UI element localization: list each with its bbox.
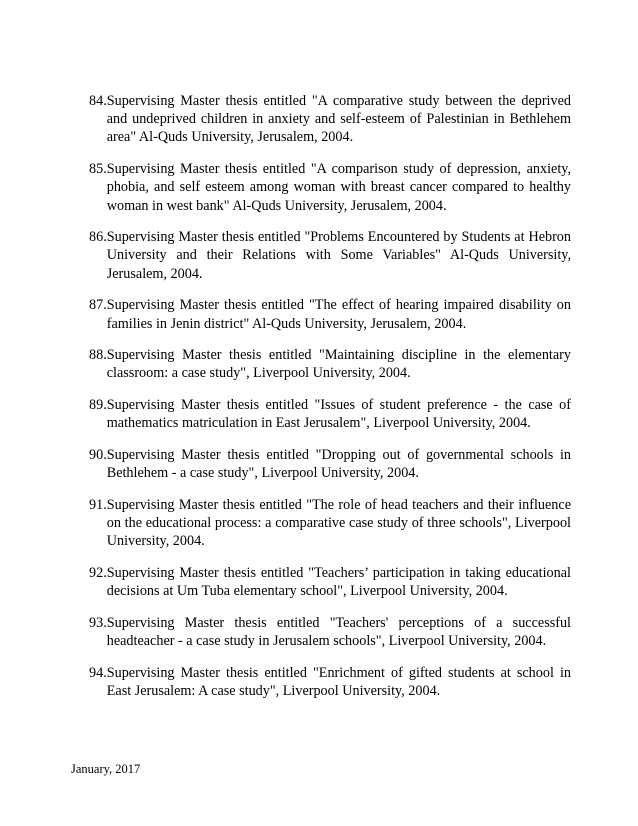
item-text: Supervising Master thesis entitled "The effect of hearing impaired disability on families in Jenin district" Al-Quds University, Jerusalem, 2004. — [106, 297, 571, 332]
list-item — [89, 446, 571, 482]
list-item — [89, 564, 571, 600]
item-number: 89. — [89, 397, 107, 414]
item-text: Supervising Master thesis entitled "A comparison study of depression, anxiety, phobia, and self esteem among woman with breast cancer compared to healthy woman in west bank" Al-Quds University, Jerusalem, 2004. — [106, 161, 571, 214]
list-item — [89, 496, 571, 551]
item-text: Supervising Master thesis entitled "Issues of student preference - the case of mathematics matriculation in East Jerusalem", Liverpool University, 2004. — [106, 397, 571, 432]
supervision-list — [89, 92, 571, 714]
list-item — [89, 228, 571, 283]
item-text: Supervising Master thesis entitled "Teachers’ participation in taking educational decisions at Um Tuba elementary school", Liverpool University, 2004. — [106, 565, 571, 600]
list-item — [89, 296, 571, 332]
item-text: Supervising Master thesis entitled "A comparative study between the deprived and undeprived children in anxiety and self-esteem of Palestinian in Bethlehem area" Al-Quds University, Jerusalem, 2004. — [106, 93, 571, 146]
item-text: Supervising Master thesis entitled "Teachers' perceptions of a successful headteacher - a case study in Jerusalem schools", Liverpool University, 2004. — [106, 614, 571, 650]
item-text: Supervising Master thesis entitled "Problems Encountered by Students at Hebron University and their Relations with Some Variables" Al-Quds University, Jerusalem, 2004. — [106, 229, 571, 282]
list-item — [89, 614, 571, 650]
list-item — [89, 346, 571, 382]
item-number: 94. — [89, 664, 107, 681]
item-text: Supervising Master thesis entitled "Enrichment of gifted students at school in East Jerusalem: A case study", Liverpool University, 2004. — [106, 664, 571, 700]
item-text: Supervising Master thesis entitled "Dropping out of governmental schools in Bethlehem - a case study", Liverpool University, 2004. — [106, 447, 571, 482]
list-item — [89, 92, 571, 147]
item-text: Supervising Master thesis entitled "Maintaining discipline in the elementary classroom: a case study", Liverpool University, 2004. — [106, 347, 571, 382]
list-item — [89, 160, 571, 215]
footer-date: January, 2017 — [71, 762, 141, 776]
item-text: Supervising Master thesis entitled "The role of head teachers and their influence on the educational process: a comparative case study of three schools", Liverpool University, 2004. — [106, 496, 571, 550]
item-number: 92. — [89, 565, 107, 582]
item-number: 87. — [89, 297, 107, 314]
list-item — [89, 396, 571, 432]
item-number: 86. — [89, 229, 107, 246]
item-number: 85. — [89, 161, 107, 178]
item-number: 84. — [89, 93, 107, 109]
item-number: 90. — [89, 447, 107, 464]
item-number: 93. — [89, 614, 107, 631]
list-item — [89, 664, 571, 700]
item-number: 91. — [89, 496, 107, 513]
item-number: 88. — [89, 347, 107, 364]
